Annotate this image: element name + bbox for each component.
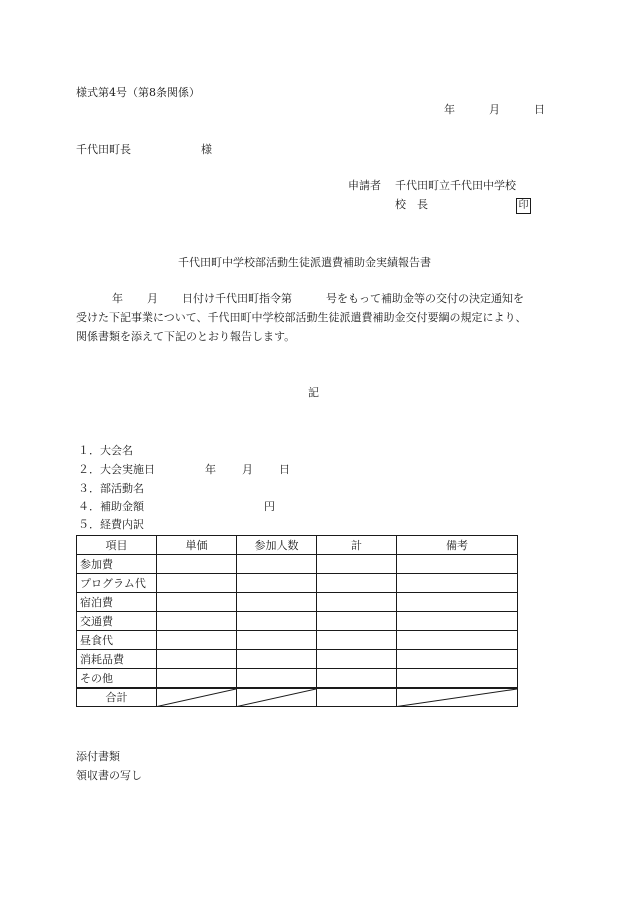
recipient-honorific: 様: [201, 143, 212, 156]
cell-participants[interactable]: [237, 669, 317, 688]
cell-remarks[interactable]: [397, 574, 518, 593]
header-remarks: 備考: [397, 536, 518, 555]
cell-subtotal[interactable]: [317, 555, 397, 574]
total-subtotal[interactable]: [317, 688, 397, 707]
total-row: [77, 688, 518, 707]
body-line-3: 関係書類を添えて下記のとおり報告します。: [76, 330, 296, 343]
principal-title: 校 長: [395, 198, 428, 211]
date-line: [444, 103, 545, 117]
body-rest: 号をもって補助金等の交付の決定通知を: [326, 292, 524, 305]
row-label: その他: [77, 669, 157, 688]
header-subtotal: 計: [317, 536, 397, 555]
body-month: 月: [147, 292, 158, 305]
total-participants-slashed: [237, 688, 317, 707]
cell-unit-price[interactable]: [157, 669, 237, 688]
row-label: 宿泊費: [77, 593, 157, 612]
cell-participants[interactable]: [237, 574, 317, 593]
cell-subtotal[interactable]: [317, 612, 397, 631]
cell-participants[interactable]: [237, 650, 317, 669]
slash-line: [157, 689, 236, 707]
document-title: 千代田町中学校部活動生徒派遣費補助金実績報告書: [178, 256, 431, 269]
table-row: [77, 574, 518, 593]
cell-remarks[interactable]: [397, 555, 518, 574]
item-2-day: 日: [279, 463, 290, 476]
table-row: [77, 669, 518, 688]
recipient: [76, 143, 212, 157]
cell-subtotal[interactable]: [317, 593, 397, 612]
date-month: 月: [489, 103, 500, 116]
recipient-name: 千代田町長: [76, 143, 131, 156]
table-row: [77, 631, 518, 650]
table-row: [77, 555, 518, 574]
row-label: 交通費: [77, 612, 157, 631]
applicant-label: 申請者: [348, 179, 381, 192]
cell-unit-price[interactable]: [157, 650, 237, 669]
slash-line: [397, 689, 517, 707]
header-participants: 参加人数: [237, 536, 317, 555]
date-day: 日: [534, 103, 545, 116]
cell-remarks[interactable]: [397, 650, 518, 669]
table-row: [77, 593, 518, 612]
date-year: 年: [444, 103, 455, 116]
item-4-label: ４．補助金額: [78, 500, 144, 513]
row-label: プログラム代: [77, 574, 157, 593]
cell-subtotal[interactable]: [317, 650, 397, 669]
cell-unit-price[interactable]: [157, 555, 237, 574]
item-4: [78, 500, 275, 514]
expense-table: [76, 535, 518, 707]
item-2: [78, 463, 290, 477]
item-4-unit: 円: [264, 500, 275, 513]
cell-unit-price[interactable]: [157, 612, 237, 631]
cell-remarks[interactable]: [397, 669, 518, 688]
cell-remarks[interactable]: [397, 593, 518, 612]
row-label: 昼食代: [77, 631, 157, 650]
seal-mark: 印: [516, 198, 531, 214]
body-day-ref: 日付け千代田町指令第: [182, 292, 292, 305]
total-label: 合計: [77, 688, 157, 707]
table-header-row: [77, 536, 518, 555]
slash-line: [237, 689, 316, 707]
attachments-item: 領収書の写し: [76, 769, 142, 782]
row-label: 消耗品費: [77, 650, 157, 669]
table-row: [77, 612, 518, 631]
row-label: 参加費: [77, 555, 157, 574]
cell-remarks[interactable]: [397, 631, 518, 650]
item-1: １．大会名: [78, 444, 133, 457]
item-2-label: ２．大会実施日: [78, 463, 155, 476]
principal-line: [395, 198, 531, 214]
form-number: 様式第4号（第8条関係）: [76, 86, 200, 99]
applicant-line: [348, 179, 516, 193]
cell-unit-price[interactable]: [157, 631, 237, 650]
body-line-1: [112, 292, 524, 306]
header-unit-price: 単価: [157, 536, 237, 555]
item-2-month: 月: [242, 463, 253, 476]
body-line-2: 受けた下記事業について、千代田町中学校部活動生徒派遣費補助金交付要綱の規定により、: [76, 311, 527, 324]
total-unit-price-slashed: [157, 688, 237, 707]
table-row: [77, 650, 518, 669]
cell-subtotal[interactable]: [317, 574, 397, 593]
cell-remarks[interactable]: [397, 612, 518, 631]
body-year: 年: [112, 292, 123, 305]
item-3: ３．部活動名: [78, 482, 144, 495]
item-5: ５．経費内訳: [78, 518, 144, 531]
attachments-heading: 添付書類: [76, 750, 120, 763]
cell-participants[interactable]: [237, 555, 317, 574]
ki-heading: 記: [308, 386, 319, 399]
header-item: 項目: [77, 536, 157, 555]
applicant-school: 千代田町立千代田中学校: [395, 179, 516, 192]
cell-unit-price[interactable]: [157, 593, 237, 612]
total-remarks-slashed: [397, 688, 518, 707]
cell-unit-price[interactable]: [157, 574, 237, 593]
cell-subtotal[interactable]: [317, 631, 397, 650]
cell-participants[interactable]: [237, 631, 317, 650]
cell-participants[interactable]: [237, 593, 317, 612]
cell-participants[interactable]: [237, 612, 317, 631]
item-2-year: 年: [205, 463, 216, 476]
cell-subtotal[interactable]: [317, 669, 397, 688]
